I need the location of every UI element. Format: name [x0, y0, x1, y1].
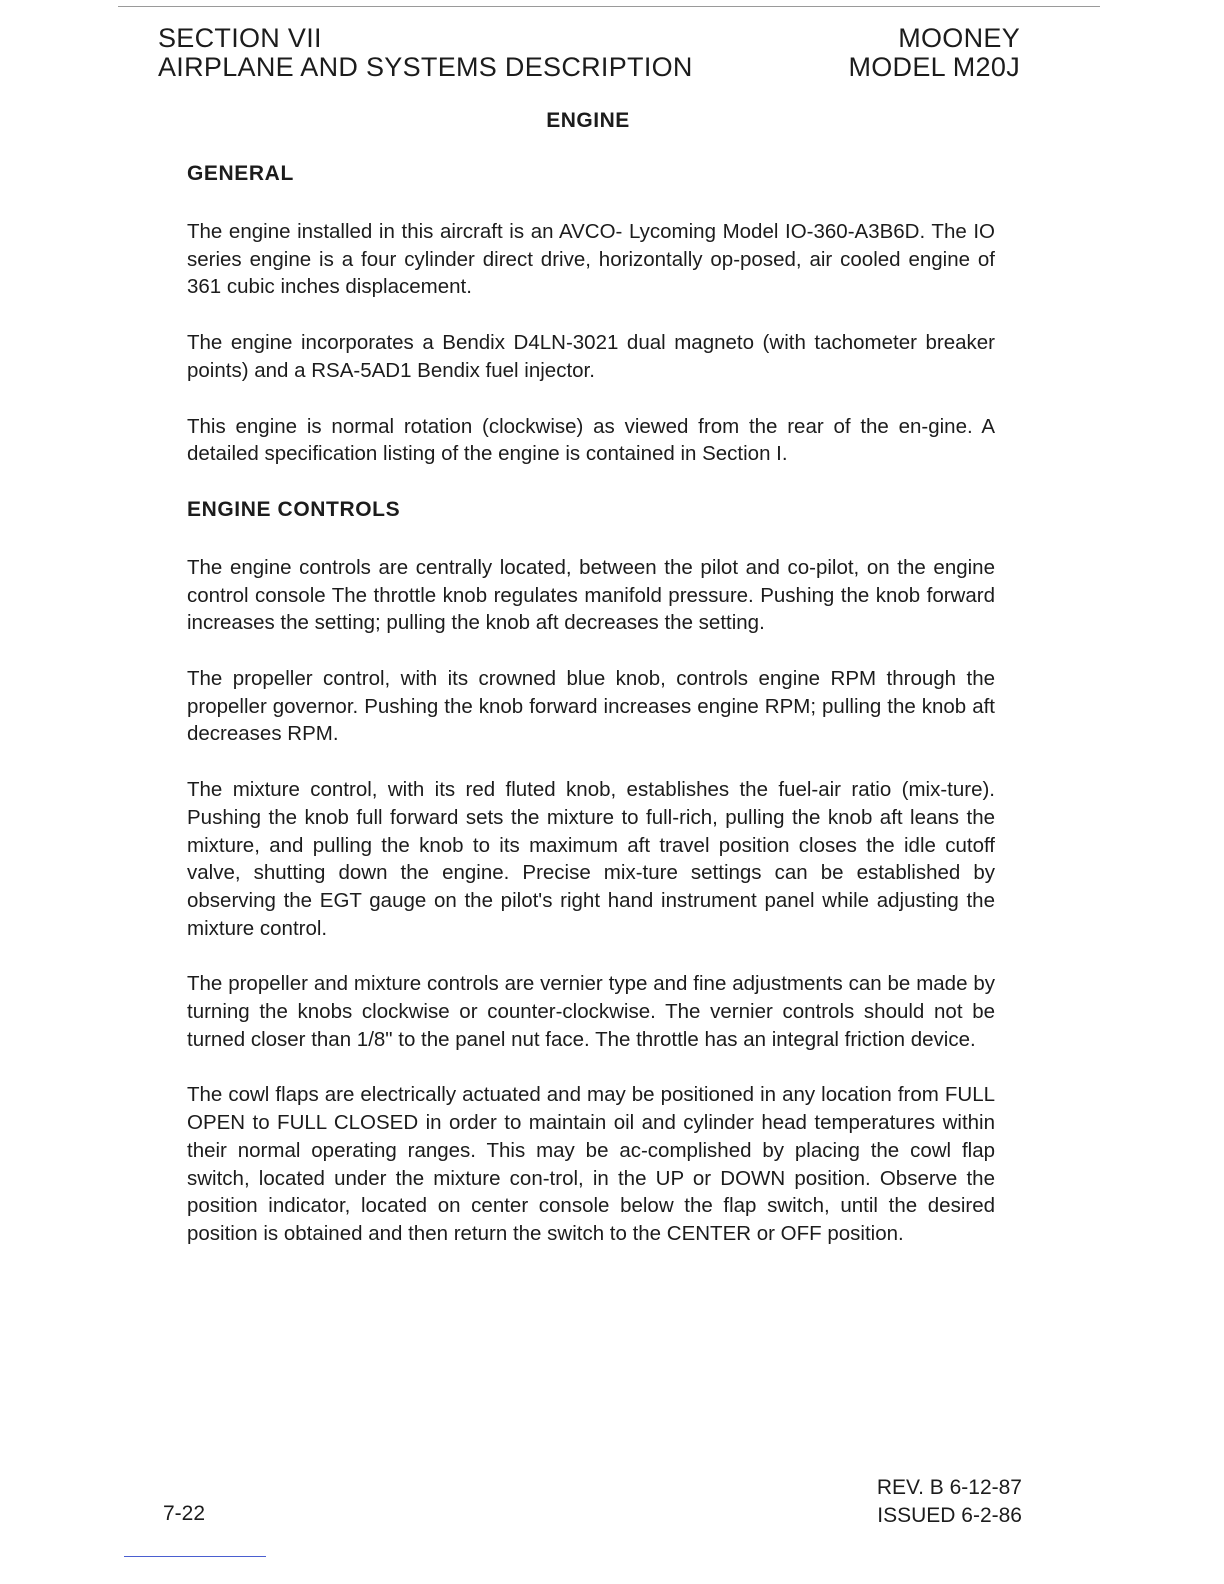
heading-general: GENERAL [187, 162, 294, 185]
bottom-rule [124, 1556, 266, 1557]
top-rule [118, 6, 1100, 7]
model: MODEL M20J [848, 52, 1020, 82]
paragraph: The engine controls are centrally located, between the pilot and co-pilot, on the engine control console The throttle knob regulates manifold pressure. Pushing the knob forward increases the setting; pulling the knob aft decreases the setting. [187, 555, 995, 635]
paragraph: The engine installed in this aircraft is an AVCO- Lycoming Model IO-360-A3B6D. The IO series engine is a four cylinder direct drive, horizontally op-posed, air cooled engine of 361 cubic inches displacement. [187, 220, 995, 299]
section-title: AIRPLANE AND SYSTEMS DESCRIPTION [158, 52, 693, 82]
document-body [187, 160, 995, 1276]
paragraph: The propeller and mixture controls are vernier type and fine adjustments can be made by turning the knobs clockwise or counter-clockwise. The vernier controls should not be turned closer than 1/8" to the panel nut face. The throttle has an integral friction device. [187, 972, 995, 1051]
paragraph: The propeller control, with its crowned blue knob, controls engine RPM through the propeller governor. Pushing the knob forward increases engine RPM; pulling the knob aft decreases RPM. [187, 667, 995, 746]
page-number: 7-22 [163, 1502, 206, 1525]
revision-date: REV. B 6-12-87 [876, 1476, 1022, 1499]
issued-date: ISSUED 6-2-86 [877, 1504, 1022, 1527]
paragraph: The mixture control, with its red fluted knob, establishes the fuel-air ratio (mix-ture). Pushing the knob full forward sets the mixture to full-rich, pulling the knob aft leans the mixture, and pulling the knob to its maximum aft travel position closes the idle cutoff valve, shutting down the engine. Precise mix-ture settings can be established by observing the EGT gauge on the pilot's right hand instrument panel while adjusting the mixture control. [187, 778, 995, 940]
header-right [848, 24, 1020, 82]
paragraph: The engine incorporates a Bendix D4LN-3021 dual magneto (with tachometer breaker points) and a RSA-5AD1 Bendix fuel injector. [187, 331, 995, 382]
revision-block [877, 1474, 1022, 1530]
section-number: SECTION VII [158, 23, 322, 53]
heading-engine-controls: ENGINE CONTROLS [187, 497, 401, 521]
paragraph: The cowl flaps are electrically actuated and may be positioned in any location from FULL OPEN to FULL CLOSED in order to maintain oil and cylinder head temperatures within their normal operating ranges. This may be ac-complished by placing the cowl flap switch, located under the mixture con-trol, in the UP or DOWN position. Observe the position indicator, located on center console below the flap switch, until the desired position is obtained and then return the switch to the CENTER or OFF position. [187, 1083, 995, 1245]
paragraph: This engine is normal rotation (clockwise) as viewed from the rear of the en-gine. A detailed specification listing of the engine is contained in Section I. [187, 414, 995, 466]
page-title: ENGINE [546, 109, 630, 132]
manufacturer: MOONEY [898, 23, 1020, 53]
header-left [158, 24, 693, 82]
